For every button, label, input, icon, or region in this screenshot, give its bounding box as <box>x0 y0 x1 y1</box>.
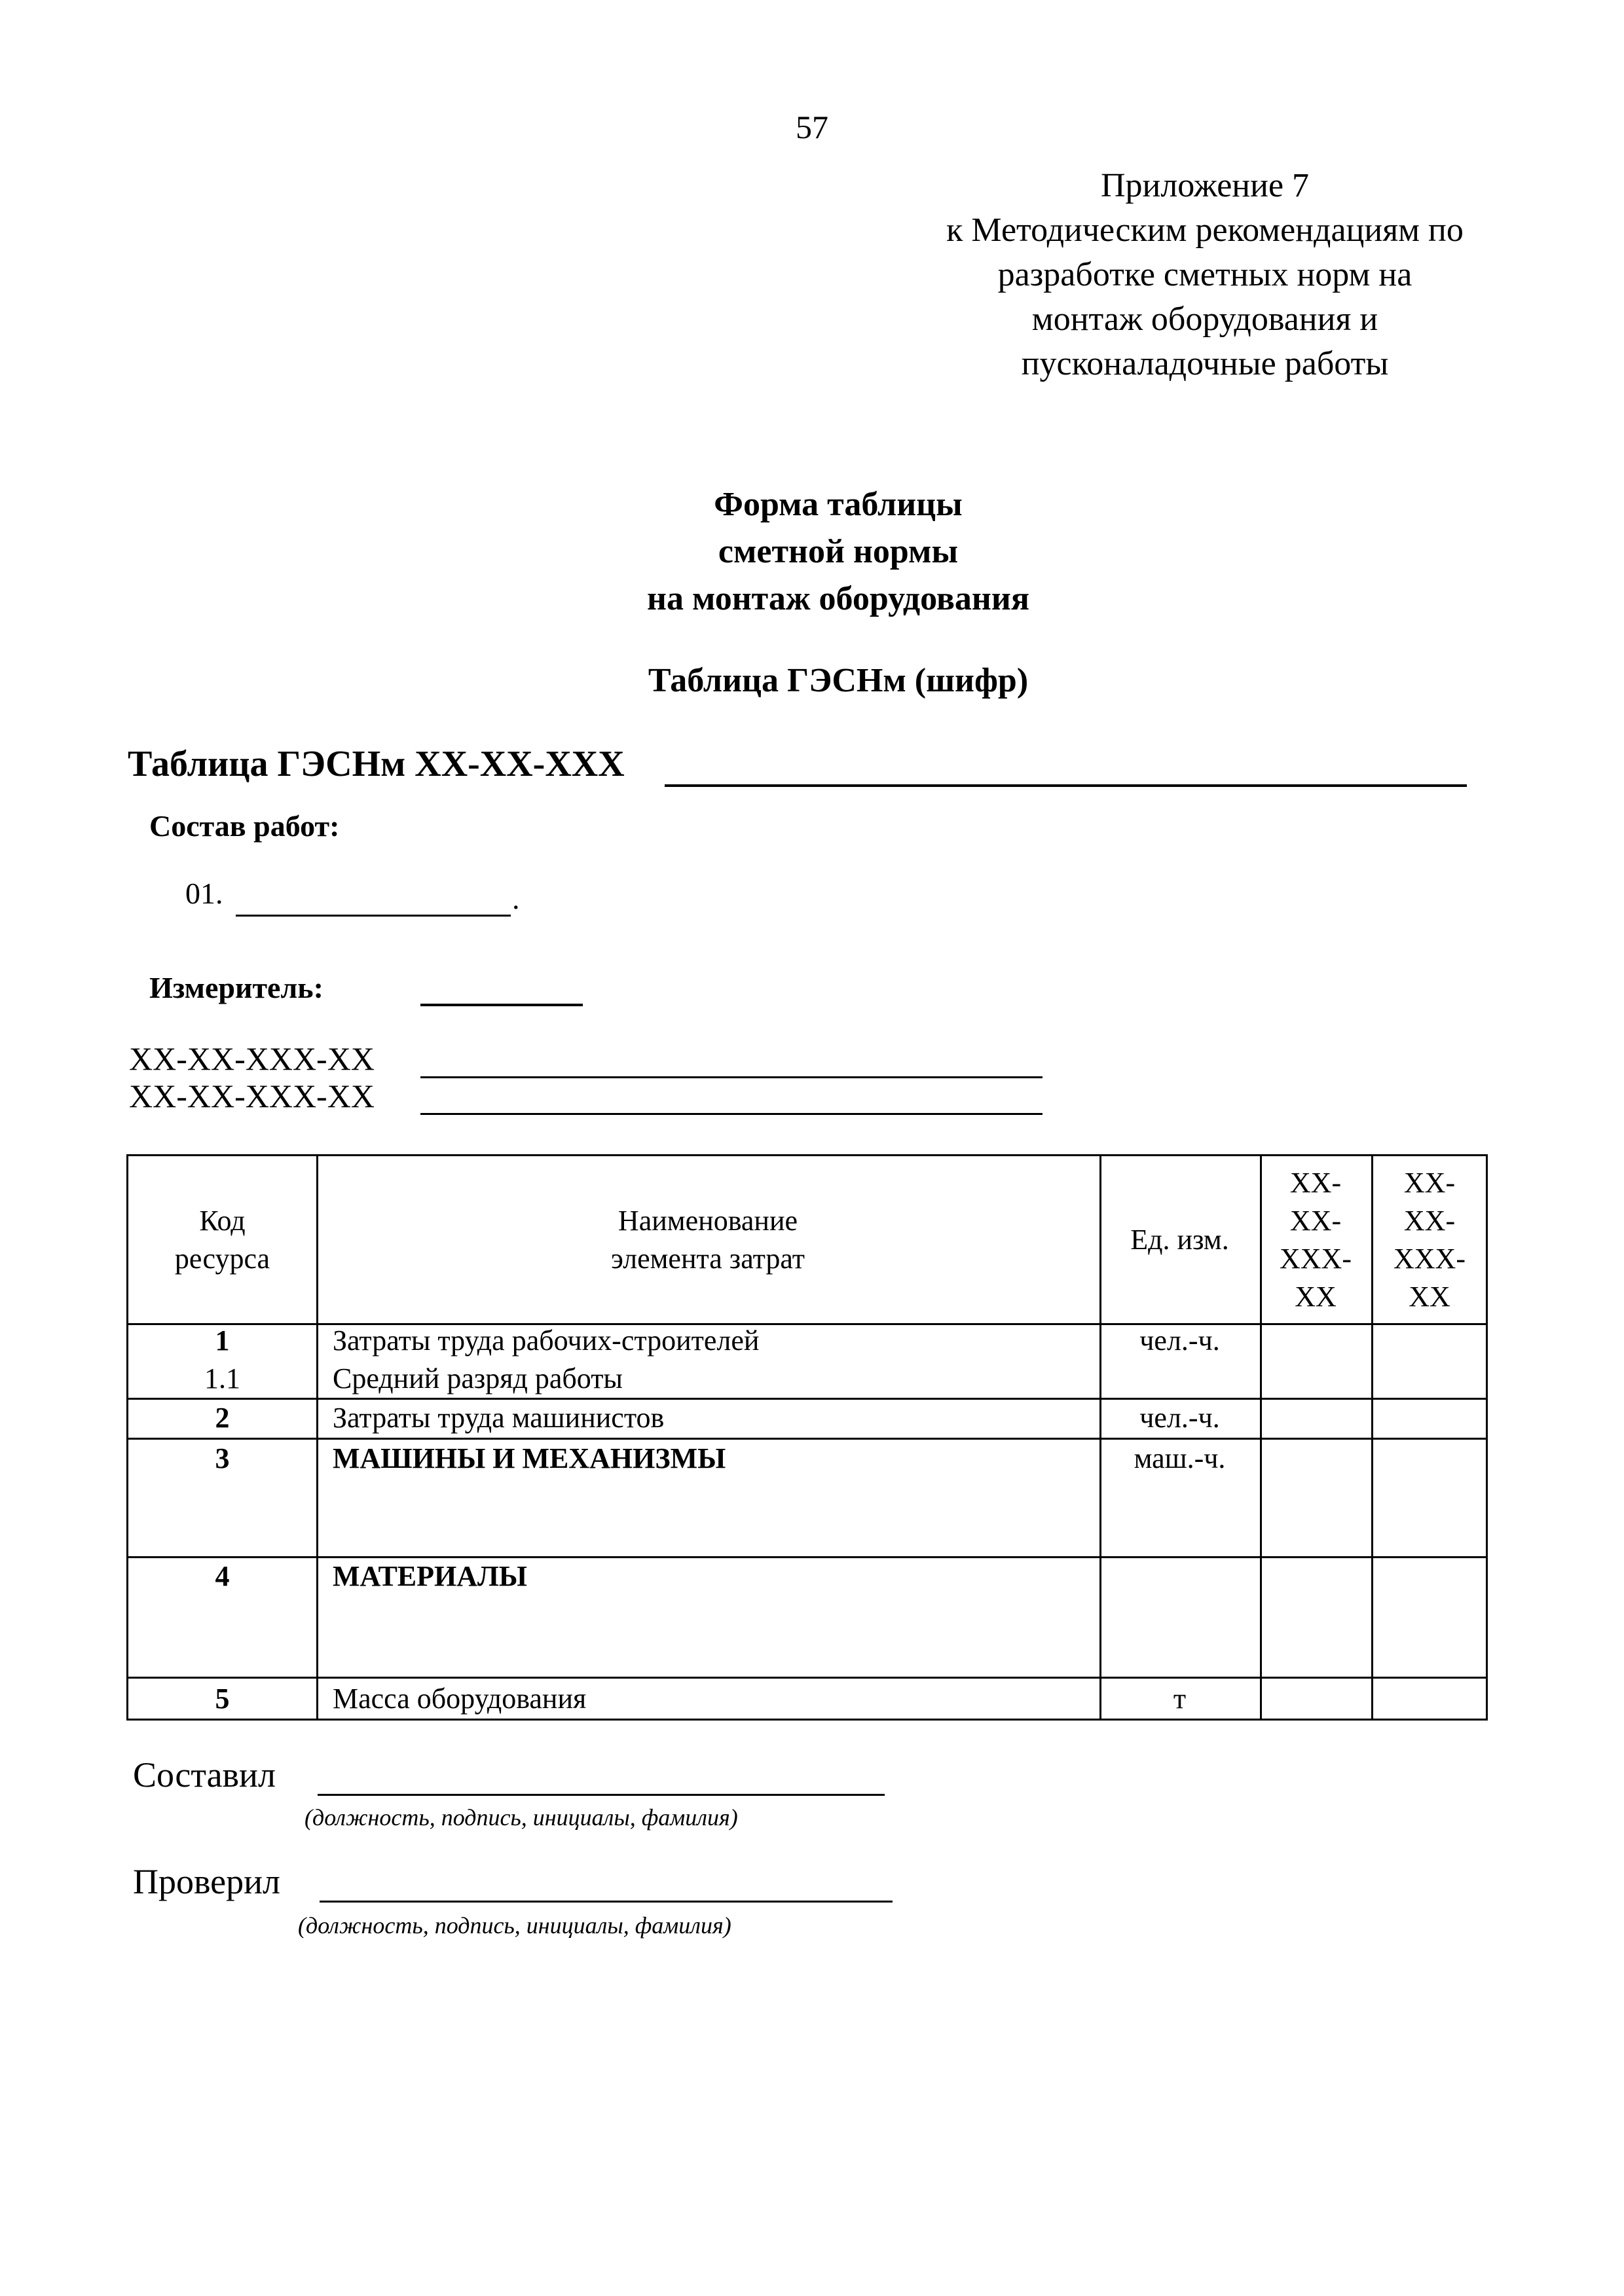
row-name: Затраты труда машинистов <box>333 1402 665 1434</box>
appendix-line: разработке сметных норм на <box>997 256 1412 293</box>
form-title-line: Форма таблицы <box>714 486 963 523</box>
appendix-header <box>877 164 1532 386</box>
table-divider <box>128 1398 1486 1400</box>
row-name: Масса оборудования <box>333 1683 587 1715</box>
table-code-blank-line <box>665 784 1467 787</box>
resource-table <box>126 1154 1488 1721</box>
row-name: Средний разряд работы <box>333 1362 623 1394</box>
header-text: XX- <box>1289 1204 1342 1237</box>
form-title-line: на монтаж оборудования <box>647 580 1029 617</box>
header-text: ресурса <box>174 1242 270 1275</box>
header-text: Наименование <box>618 1204 798 1237</box>
header-text: XX- <box>1289 1166 1342 1199</box>
header-text: элемента затрат <box>611 1242 805 1275</box>
row-code: 3 <box>215 1442 230 1474</box>
row-code: 1.1 <box>204 1362 240 1394</box>
checked-by-line <box>320 1901 893 1903</box>
table-cipher-title: Таблица ГЭСНм (шифр) <box>648 662 1029 699</box>
checked-by-label: Проверил <box>133 1862 280 1901</box>
work-item-blank-line <box>236 915 511 917</box>
row-name: МАТЕРИАЛЫ <box>333 1560 527 1592</box>
appendix-line: пусконаладочные работы <box>1021 345 1389 382</box>
table-divider <box>128 1556 1486 1558</box>
header-unit <box>1099 1156 1260 1323</box>
row-unit: чел.-ч. <box>1139 1402 1220 1434</box>
row-code: 1 <box>215 1324 230 1357</box>
meter-code: XX-XX-XXX-XX <box>129 1078 375 1114</box>
meter-label: Измеритель: <box>149 971 323 1004</box>
work-composition-label: Состав работ: <box>149 809 340 843</box>
header-text: XX <box>1409 1280 1450 1313</box>
table-code-title: Таблица ГЭСНм XX-XX-XXX <box>128 744 625 784</box>
row-code: 2 <box>215 1402 230 1434</box>
meter-code-blank-line <box>420 1076 1043 1078</box>
appendix-line: монтаж оборудования и <box>1031 301 1378 338</box>
header-text: XXX- <box>1280 1242 1352 1275</box>
row-unit: чел.-ч. <box>1139 1324 1220 1357</box>
compiled-by-label: Составил <box>133 1755 276 1795</box>
header-text: XX- <box>1403 1166 1456 1199</box>
meter-code-blank-line <box>420 1113 1043 1115</box>
row-code: 5 <box>215 1683 230 1715</box>
table-divider <box>128 1438 1486 1440</box>
header-text: XXX- <box>1393 1242 1466 1275</box>
appendix-line: к Методическим рекомендациям по <box>946 211 1464 249</box>
header-code <box>128 1156 316 1323</box>
row-unit: маш.-ч. <box>1134 1442 1226 1474</box>
compiled-by-line <box>318 1794 885 1796</box>
compiled-by-hint: (должность, подпись, инициалы, фамилия) <box>304 1804 738 1831</box>
table-divider <box>128 1323 1486 1325</box>
header-name <box>316 1156 1099 1323</box>
header-text: XX <box>1295 1280 1337 1313</box>
table-divider <box>128 1677 1486 1679</box>
header-col2 <box>1371 1156 1488 1323</box>
row-code: 4 <box>215 1560 230 1592</box>
meter-blank-line <box>420 1004 583 1006</box>
page-number: 57 <box>796 109 828 145</box>
header-text: Ед. изм. <box>1130 1223 1229 1256</box>
row-unit: т <box>1173 1683 1187 1715</box>
header-text: XX- <box>1403 1204 1456 1237</box>
form-title-line: сметной нормы <box>718 533 959 570</box>
appendix-line: Приложение 7 <box>1100 167 1310 204</box>
row-name: МАШИНЫ И МЕХАНИЗМЫ <box>333 1442 726 1474</box>
work-item-number: 01. <box>185 877 223 910</box>
header-col1 <box>1260 1156 1371 1323</box>
row-name: Затраты труда рабочих-строителей <box>333 1324 760 1357</box>
checked-by-hint: (должность, подпись, инициалы, фамилия) <box>298 1912 731 1939</box>
header-text: Код <box>199 1204 246 1237</box>
work-item-end: . <box>512 882 520 915</box>
form-title <box>0 481 1624 623</box>
meter-code: XX-XX-XXX-XX <box>129 1040 375 1077</box>
